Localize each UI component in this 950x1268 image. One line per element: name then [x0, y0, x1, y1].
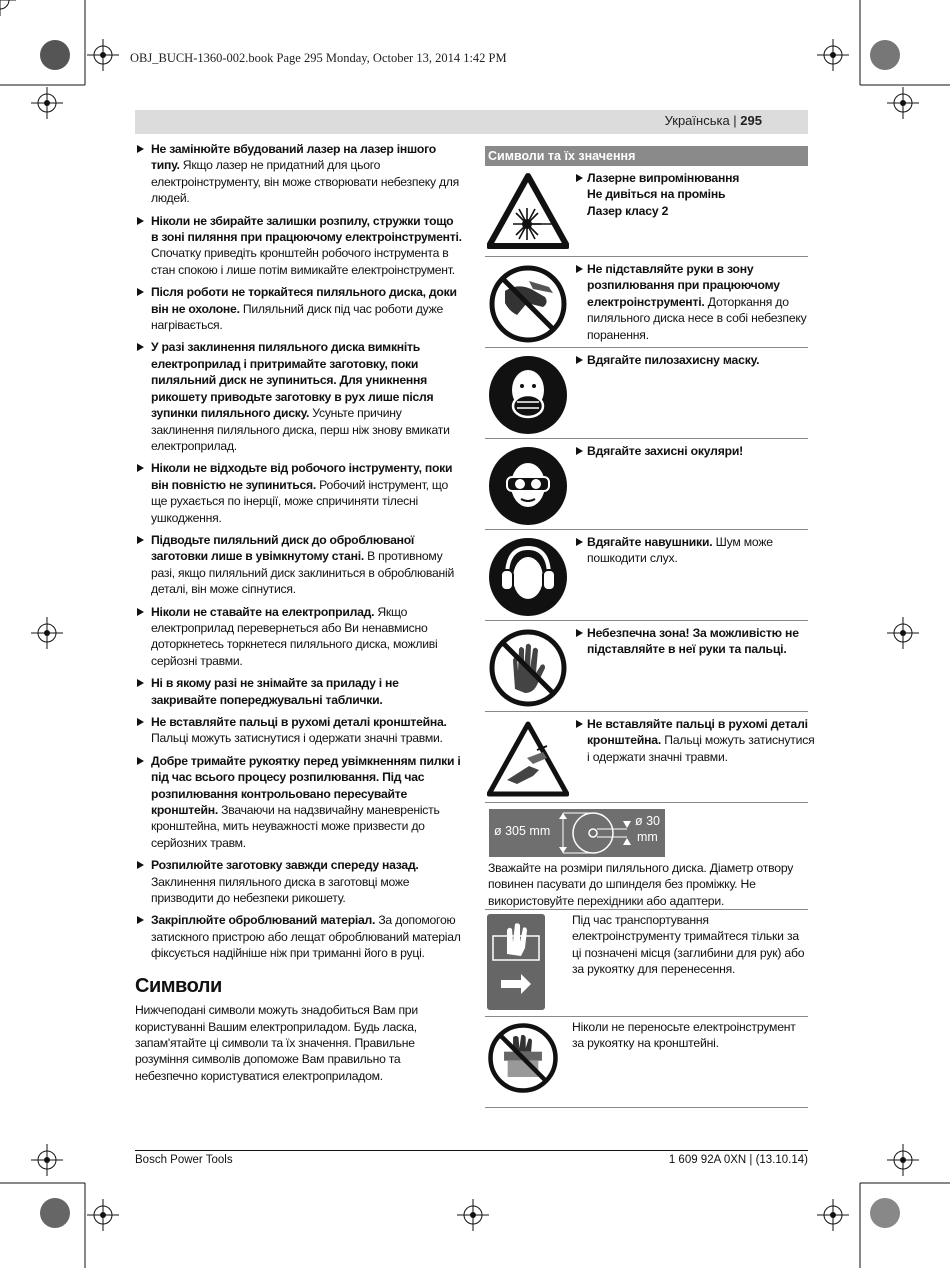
- carry-grip-icon: [487, 914, 545, 1010]
- left-column: [135, 141, 463, 1084]
- no-carry-by-bracket-icon: [486, 1021, 560, 1095]
- laser-line-3: Лазер класу 2: [587, 203, 669, 218]
- symbols-heading: Символи: [135, 974, 222, 997]
- warning-item: Ніколи не ставайте на електроприлад. Якщо електроприлад перевернеться або Ви ненавмисно доторкнетесь торкнетеся пиляльного диска, можливі серйозні травми.: [135, 604, 463, 670]
- symbol-row-finger-crush: Не вставляйте пальці в рухомі деталі кронштейна. Пальці можуть затиснутися і одержати значні травми.: [485, 712, 808, 803]
- symbol-row-no-carry: [485, 1017, 808, 1108]
- symbol-row-dust-mask: Вдягайте пилозахисну маску.: [485, 348, 808, 439]
- symbol-row-transport: [485, 910, 808, 1017]
- dust-mask-icon: [487, 354, 569, 436]
- warning-item: У разі заклинення пиляльного диска вимкніть електроприлад і притримайте заготовку, поки пиляльний диск не зупиниться. Для уникнення рикошету приводьте заготовку в рух лише після зупинки пиляльного диску. Усуньте причину заклинення пиляльного диска, перш ніж знову вмикати електроприлад.: [135, 339, 463, 454]
- warning-item: Ні в якому разі не знімайте за приладу і не закривайте попереджувальні таблички.: [135, 675, 463, 708]
- no-carry-text: Ніколи не переносьте електроінструмент за рукоятку на кронштейні.: [572, 1020, 796, 1051]
- bore-diameter-label-2: mm: [637, 830, 658, 844]
- page-number: 295: [740, 113, 762, 128]
- warning-item: Підводьте пиляльний диск до оброблюваної заготовки лише в увімкнутому стані. В противному разі, якщо пиляльний диск заклиниться в оброблюваній деталі, він може сіпнутися.: [135, 532, 463, 598]
- symbol-row-laser: [485, 166, 808, 257]
- page-header: Українська | 295: [135, 110, 808, 134]
- header-language: Українська: [664, 113, 730, 128]
- symbols-intro: Нижчеподані символи можуть знадобиться Вам при користуванні Вашим електроприладом. Будь ласка, запам'ятайте ці символи та їх значення. Правильне розуміння символів допоможе Вам правильно та небезпечно користуватися електроприладом.: [135, 1003, 418, 1083]
- bore-diameter-label-1: ø 30: [635, 814, 661, 828]
- laser-line-2: Не дивіться на промінь: [587, 187, 726, 202]
- footer-brand: Bosch Power Tools: [135, 1154, 233, 1166]
- ear-protection-icon: [487, 536, 569, 618]
- symbols-table: [485, 146, 815, 1108]
- warning-item: Ніколи не збирайте залишки розпилу, стружки тощо в зоні пиляння при працюючому електроінструменті. Спочатку приведіть кронштейн робочого інструмента в стан спокою і лише потім вимикайте електроінструмент.: [135, 213, 463, 279]
- laser-warning-icon: [487, 172, 569, 254]
- symbol-row-ear-protection: Вдягайте навушники. Шум може пошкодити слух.: [485, 530, 808, 621]
- saw-blade-caption: Зважайте на розміри пиляльного диска. Діаметр отвору повинен пасувати до шпинделя без проміжку. Не використовуйте перехідники або адаптери.: [488, 861, 794, 908]
- laser-line-1: Лазерне випромінювання: [587, 171, 740, 185]
- safety-goggles-icon: [487, 445, 569, 527]
- saw-blade-dimensions: [485, 803, 808, 910]
- footer-rule: [135, 1150, 808, 1151]
- saw-blade-diagram: [489, 809, 665, 857]
- warning-item: Не вставляйте пальці в рухомі деталі кронштейна. Пальці можуть затиснутися і одержати значні травми.: [135, 714, 463, 747]
- file-info-line: OBJ_BUCH-1360-002.book Page 295 Monday, October 13, 2014 1:42 PM: [130, 51, 507, 65]
- symbol-row-danger-zone: Небезпечна зона! За можливістю не підставляйте в неї руки та пальці.: [485, 621, 808, 712]
- warning-item: Ніколи не відходьте від робочого інструменту, поки він повністю не зупиниться. Робочий інструмент, що ще рухається по інерції, може спричиняти тілесні ушкодження.: [135, 460, 463, 526]
- danger-zone-hand-icon: [487, 627, 569, 709]
- symbols-table-header: Символи та їх значення: [485, 146, 808, 166]
- warning-item: Після роботи не торкайтеся пиляльного диска, доки він не охолоне. Пиляльний диск під час роботи дуже нагрівається.: [135, 284, 463, 333]
- symbol-row-goggles: Вдягайте захисні окуляри!: [485, 439, 808, 530]
- outer-diameter-label: ø 305 mm: [494, 824, 551, 838]
- warning-item: Розпилюйте заготовку завжди спереду назад. Заклинення пиляльного диска в заготовці може призводити до небезпеки рикошету.: [135, 857, 463, 906]
- transport-text: Під час транспортування електроінструменту тримайтеся тільки за ці позначені місця (заглибини для рук) або за рукоятку для перенесення.: [572, 913, 805, 977]
- warning-item: Закріплюйте оброблюваний матеріал. За допомогою затискного пристрою або лещат оброблюваний матеріал фіксується надійніше ніж при триманні його в руці.: [135, 912, 463, 961]
- footer-doc-code: 1 609 92A 0XN | (13.10.14): [668, 1154, 808, 1166]
- finger-crush-warning-icon: [487, 718, 569, 800]
- warning-item: Добре тримайте рукоятку перед увімкненням пилки і під час всього процесу розпилювання. Під час розпилювання контрольовано пересувайте кронштейн. Звачаючи на надзвичайну маневреність кронштейна, мить неуважності може призвести до серйозних травм.: [135, 753, 463, 851]
- warning-item: Не замінюйте вбудований лазер на лазер іншого типу. Якщо лазер не придатний для цього електроінструменту, він може створювати небезпеку для людей.: [135, 141, 463, 207]
- symbol-row-no-hands: Не підставляйте руки в зону розпилювання при працюючому електроінструменті. Доторкання до пиляльного диска несе в собі небезпеку поранення.: [485, 257, 808, 348]
- no-hands-in-cutting-zone-icon: [487, 263, 569, 345]
